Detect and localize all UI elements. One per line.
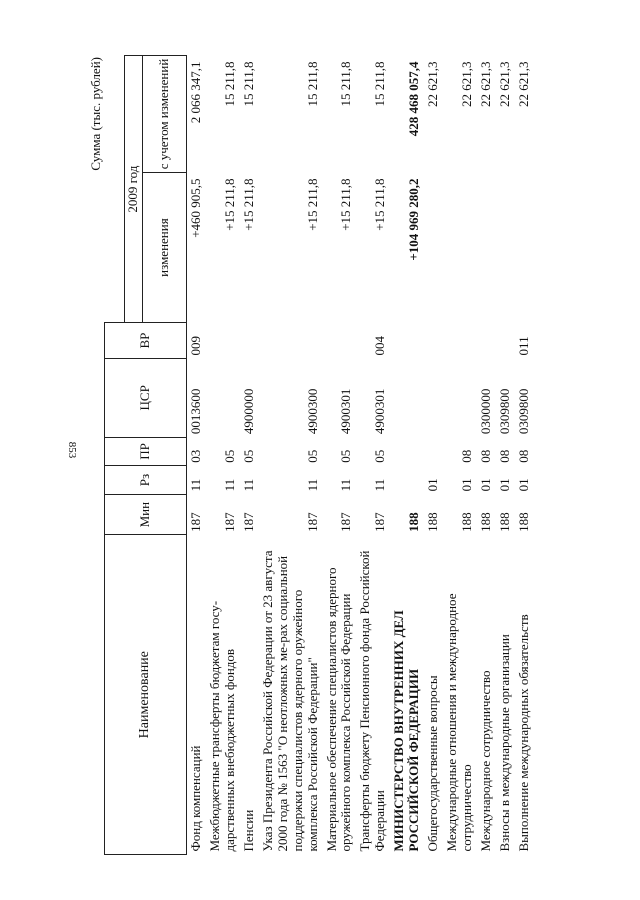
row-min: 187 — [188, 512, 203, 532]
row-change: +15 211,8 — [240, 178, 256, 231]
row-change — [443, 172, 477, 322]
row-total: 15 211,8 — [304, 61, 320, 107]
row-min: 187 — [240, 512, 256, 532]
row-total: 15 211,8 — [338, 61, 354, 107]
row-change — [496, 172, 515, 322]
row-change: +15 211,8 — [338, 178, 354, 231]
row-csr: 4900000 — [240, 388, 256, 435]
row-rz: 11 — [372, 478, 388, 492]
col-header-rz: Рз — [105, 466, 187, 495]
row-name: МИНИСТЕРСТВО ВНУТРЕННИХ ДЕЛ РОССИЙСКОЙ ФЕДЕРАЦИИ — [391, 610, 422, 852]
row-rz — [390, 466, 424, 495]
row-total: 15 211,8 — [240, 61, 256, 107]
row-rz: 01 — [459, 478, 474, 492]
table-row — [515, 56, 534, 855]
row-min: 188 — [496, 512, 512, 532]
col-header-year: 2009 год — [125, 56, 143, 323]
row-total: 22 621,3 — [425, 61, 441, 107]
row-csr: 0013600 — [188, 388, 203, 435]
row-vr — [496, 323, 515, 359]
row-rz: 11 — [304, 478, 320, 492]
row-vr — [206, 323, 240, 359]
row-rz: 01 — [425, 478, 441, 492]
row-total: 22 621,3 — [496, 61, 512, 107]
row-vr — [477, 323, 496, 359]
row-csr — [206, 358, 240, 437]
row-pr: 03 — [188, 449, 203, 463]
row-name: Международное сотрудничество — [477, 670, 493, 852]
units-caption: Сумма (тыс. рублей) — [88, 57, 103, 171]
row-change — [477, 172, 496, 322]
row-name: Материальное обеспечение специалистов ядерного оружейного комплекса Российской Федерации — [323, 567, 354, 852]
row-change — [515, 172, 534, 322]
row-csr: 4900301 — [372, 388, 388, 435]
col-header-with-changes: с учетом изменений — [143, 56, 187, 173]
table-row — [390, 56, 424, 855]
col-header-name: Наименование — [105, 535, 187, 855]
table-row — [187, 56, 206, 855]
row-change: +15 211,8 — [372, 178, 388, 231]
row-change: +104 969 280,2 — [406, 178, 422, 261]
table-row — [424, 56, 443, 855]
row-vr — [443, 323, 477, 359]
row-pr: 05 — [372, 449, 388, 463]
row-min: 187 — [304, 512, 320, 532]
col-header-vr: ВР — [105, 323, 187, 359]
col-header-pr: ПР — [105, 437, 187, 466]
table-row — [323, 56, 357, 855]
row-name: Указ Президента Российской Федерации от 23 августа 2000 года № 1563 "О неотложных ме-рах социальной поддержки специалистов ядерного оружейного комплекса Российской Федерации" — [259, 550, 320, 852]
row-min: 188 — [459, 512, 474, 532]
table-row — [356, 56, 390, 855]
row-vr — [240, 323, 259, 359]
row-vr — [424, 323, 443, 359]
col-header-min: Мин — [105, 494, 187, 535]
table-row — [206, 56, 240, 855]
row-min: 188 — [425, 512, 441, 532]
row-csr — [424, 358, 443, 437]
row-min: 187 — [372, 512, 388, 532]
row-pr: 05 — [304, 449, 320, 463]
row-min: 188 — [515, 512, 531, 532]
table-row — [496, 56, 515, 855]
row-name: Взносы в международные организации — [496, 634, 512, 852]
row-name: Международные отношения и международное сотрудничество — [444, 593, 474, 852]
row-pr: 05 — [240, 449, 256, 463]
col-header-changes: изменения — [143, 172, 187, 322]
row-csr: 4900300 — [304, 388, 320, 435]
page-number: 853 — [66, 441, 78, 459]
row-csr — [390, 358, 424, 437]
row-vr — [390, 323, 424, 359]
row-name: Межбюджетные трансферты бюджетам госу-дарственных внебюджетных фондов — [206, 600, 237, 852]
row-rz: 11 — [338, 478, 354, 492]
col-header-csr: ЦСР — [105, 358, 187, 437]
row-vr: 004 — [372, 335, 388, 356]
row-csr — [443, 358, 477, 437]
row-total: 22 621,3 — [459, 61, 474, 107]
row-vr: 009 — [188, 335, 203, 356]
row-vr — [323, 323, 357, 359]
row-rz: 11 — [240, 478, 256, 492]
table-row — [477, 56, 496, 855]
row-change: +15 211,8 — [304, 178, 320, 231]
row-pr: 08 — [477, 449, 493, 463]
row-change: +460 905,5 — [188, 178, 203, 238]
table-row — [259, 56, 323, 855]
row-rz: 11 — [188, 478, 203, 492]
row-pr: 05 — [221, 449, 237, 463]
row-rz: 01 — [477, 478, 493, 492]
row-change: +15 211,8 — [221, 178, 237, 231]
budget-table — [104, 55, 534, 855]
row-total: 2 066 347,1 — [188, 61, 203, 124]
row-rz: 11 — [221, 478, 237, 492]
row-pr — [390, 437, 424, 466]
row-total: 22 621,3 — [477, 61, 493, 107]
row-min: 188 — [406, 512, 422, 532]
row-name: Выполнение международных обязательств — [515, 614, 531, 852]
row-name: Пенсии — [240, 809, 256, 852]
row-pr: 05 — [338, 449, 354, 463]
row-change — [424, 172, 443, 322]
row-total: 428 468 057,4 — [406, 61, 422, 137]
budget-document — [88, 55, 608, 855]
row-name: Трансферты бюджету Пенсионного фонда Российской Федерации — [357, 550, 388, 852]
row-rz: 01 — [496, 478, 512, 492]
row-name: Фонд компенсаций — [188, 745, 203, 852]
row-total: 15 211,8 — [221, 61, 237, 107]
row-total: 15 211,8 — [372, 61, 388, 107]
row-rz: 01 — [515, 478, 531, 492]
row-total: 22 621,3 — [515, 61, 531, 107]
table-body — [187, 56, 534, 855]
row-csr: 0309800 — [496, 388, 512, 435]
row-name: Общегосударственные вопросы — [425, 675, 441, 852]
row-csr: 0300000 — [477, 388, 493, 435]
table-row — [240, 56, 259, 855]
row-pr — [424, 437, 443, 466]
row-csr: 0309800 — [515, 388, 531, 435]
row-pr: 08 — [459, 449, 474, 463]
row-csr: 4900301 — [338, 388, 354, 435]
row-min: 188 — [477, 512, 493, 532]
table-row — [443, 56, 477, 855]
row-vr: 011 — [515, 336, 531, 356]
row-pr: 08 — [515, 449, 531, 463]
row-min: 187 — [221, 512, 237, 532]
row-pr: 08 — [496, 449, 512, 463]
row-min: 187 — [338, 512, 354, 532]
row-vr — [259, 323, 323, 359]
